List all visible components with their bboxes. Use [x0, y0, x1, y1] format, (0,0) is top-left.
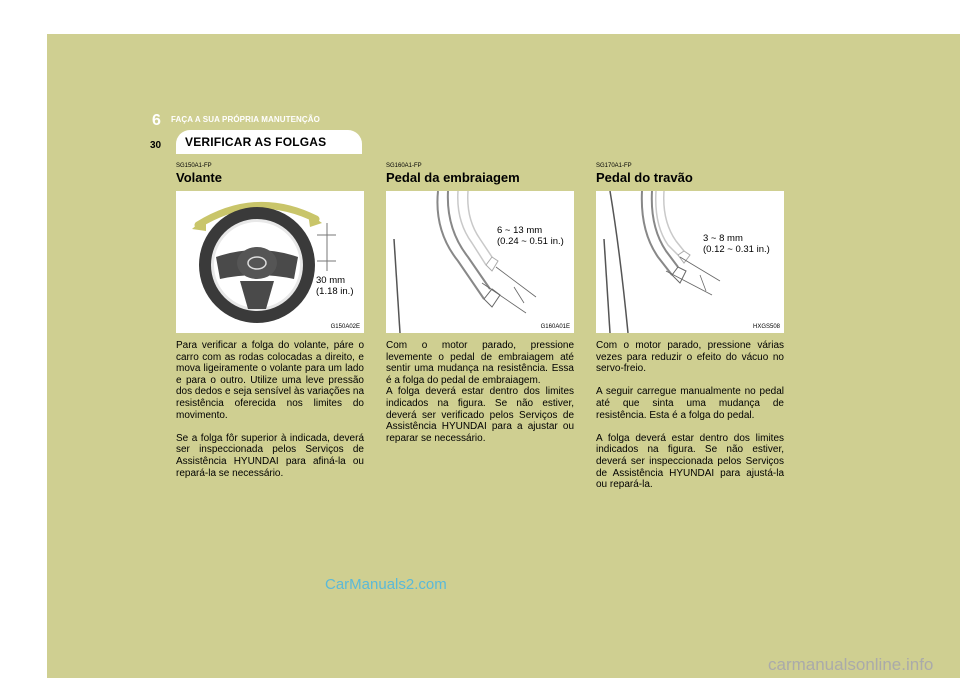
- watermark-carmanuals2[interactable]: CarManuals2.com: [325, 576, 447, 593]
- paragraph: Com o motor parado, pressione levemente o pedal de embraiagem até sentir uma mudança na resistência. Essa é a folga do pedal de embraiagem. A folga deverá estar dentro dos limites indicados na figura. Se não estiver, deverá ser verificado pelos Serviços de Assistência HYUNDAI para a ajustar ou reparar se necessário.: [386, 340, 574, 444]
- paragraph: A folga deverá estar dentro dos limites indicados na figura. Se não estiver, deverá ser inspeccionada pelos Serviços de Assistência HYUNDAI para ajustá-la ou repará-la.: [596, 432, 784, 491]
- paragraph: A seguir carregue manualmente no pedal até que sinta uma mudança de resistência. Esta é a folga do pedal.: [596, 386, 784, 421]
- clutch-play-measurement: [497, 225, 564, 247]
- paragraph: Para verificar a folga do volante, páre o carro com as rodas colocadas a direito, e mova ligeiramente o volante para um lado e para o outro. Utilize uma leve pressão dos dedos e seja sensível às variações na resistência oferecida nos limites do movimento.: [176, 340, 364, 421]
- watermark-carmanualsonline[interactable]: carmanualsonline.info: [768, 655, 934, 674]
- clutch-pedal-figure: [386, 191, 574, 333]
- section-code: SG160A1-FP: [386, 163, 422, 169]
- section-heading: Pedal do travão: [596, 170, 693, 185]
- section-heading: Pedal da embraiagem: [386, 170, 520, 185]
- figure-code: G150A02E: [330, 324, 360, 330]
- measurement-in: (0.24 ~ 0.51 in.): [497, 236, 564, 247]
- section-steering-wheel: [176, 163, 364, 491]
- steering-play-measurement: [316, 275, 354, 297]
- page-number: 30: [150, 140, 162, 151]
- measurement-mm: 30 mm: [316, 275, 346, 286]
- section-body: [176, 340, 364, 479]
- section-code: SG170A1-FP: [596, 163, 632, 169]
- section-brake-pedal: [596, 163, 784, 502]
- figure-code: G160A01E: [540, 324, 570, 330]
- section-body: [386, 340, 574, 444]
- section-code: SG150A1-FP: [176, 163, 212, 169]
- brake-pedal-illustration: [596, 191, 784, 333]
- paragraph: Se a folga fôr superior à indicada, deverá ser inspeccionada pelos Serviços de Assistência HYUNDAI para afiná-la ou repará-la se necessário.: [176, 432, 364, 479]
- chapter-number: 6: [152, 112, 161, 129]
- section-title: VERIFICAR AS FOLGAS: [185, 135, 327, 149]
- section-clutch-pedal: [386, 163, 574, 456]
- measurement-mm: 3 ~ 8 mm: [703, 233, 743, 244]
- figure-code: HXGS508: [752, 324, 780, 330]
- paragraph: Com o motor parado, pressione várias vezes para reduzir o efeito do vácuo no servo-freio.: [596, 340, 784, 375]
- section-heading: Volante: [176, 170, 222, 185]
- measurement-in: (1.18 in.): [316, 286, 354, 297]
- section-body: [596, 340, 784, 491]
- steering-wheel-illustration: [176, 191, 364, 333]
- brake-pedal-figure: [596, 191, 784, 333]
- chapter-title: FAÇA A SUA PRÓPRIA MANUTENÇÃO: [171, 115, 320, 124]
- measurement-mm: 6 ~ 13 mm: [497, 225, 543, 236]
- steering-wheel-figure: [176, 191, 364, 333]
- section-tab: [176, 130, 362, 154]
- clutch-pedal-illustration: [386, 191, 574, 333]
- measurement-in: (0.12 ~ 0.31 in.): [703, 244, 770, 255]
- brake-play-measurement: [703, 233, 770, 255]
